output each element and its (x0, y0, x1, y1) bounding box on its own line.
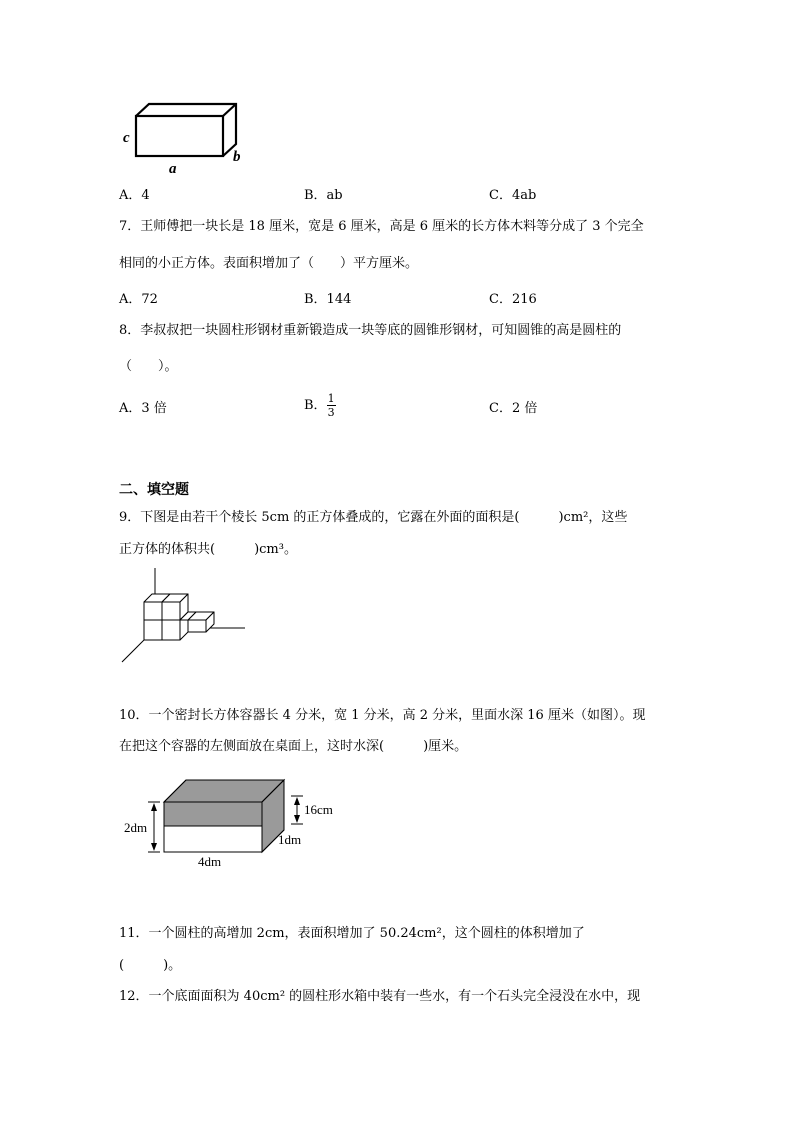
section-title-fill-blank: 二、填空题 (119, 482, 189, 498)
cubes-figure (118, 565, 248, 665)
q7-option-b[interactable]: B．144 (304, 292, 352, 307)
q8-option-a[interactable]: A．3 倍 (119, 401, 167, 416)
box-label-c: c (123, 130, 130, 146)
box-label-a: a (169, 161, 177, 177)
q9-line-2: 正方体的体积共( )cm³。 (119, 542, 297, 557)
q7-option-a[interactable]: A．72 (119, 292, 158, 307)
q8-option-b-prefix: B． (304, 398, 327, 413)
label-depth: 16cm (304, 802, 333, 817)
box-figure (118, 98, 253, 178)
q6-option-c[interactable]: C．4ab (489, 188, 537, 203)
q8-line-2: （ ）。 (119, 359, 178, 374)
q8-option-c[interactable]: C．2 倍 (489, 401, 538, 416)
q6-option-b[interactable]: B．ab (304, 188, 343, 203)
box-label-b: b (233, 149, 241, 165)
label-width: 1dm (278, 832, 302, 847)
q7-option-c[interactable]: C．216 (489, 292, 537, 307)
q12-line-1: 12．一个底面面积为 40cm² 的圆柱形水箱中装有一些水，有一个石头完全浸没在水中，现 (119, 989, 641, 1004)
q10-line-2: 在把这个容器的左侧面放在桌面上，这时水深( )厘米。 (119, 739, 468, 754)
q8-line-1: 8．李叔叔把一块圆柱形钢材重新锻造成一块等底的圆锥形钢材，可知圆锥的高是圆柱的 (119, 323, 622, 338)
fraction-numerator: 1 (327, 392, 335, 405)
q9-line-1: 9．下图是由若干个棱长 5cm 的正方体叠成的，它露在外面的面积是( )cm²，这些 (119, 510, 628, 525)
q10-line-1: 10．一个密封长方体容器长 4 分米，宽 1 分米，高 2 分米，里面水深 16 厘米（如图）。现 (119, 708, 646, 723)
label-length: 4dm (198, 854, 222, 869)
q7-line-2: 相同的小正方体。表面积增加了（ ）平方厘米。 (119, 256, 419, 271)
q8-fraction (327, 393, 336, 418)
q11-line-2: ( )。 (119, 958, 182, 973)
label-height: 2dm (124, 820, 148, 835)
q7-line-1: 7．王师傅把一块长是 18 厘米，宽是 6 厘米，高是 6 厘米的长方体木料等分成了 3 个完全 (119, 219, 644, 234)
q11-line-1: 11．一个圆柱的高增加 2cm，表面积增加了 50.24cm²，这个圆柱的体积增加了 (119, 926, 585, 941)
water-front (164, 802, 262, 826)
container-figure (118, 776, 348, 876)
q8-option-b[interactable] (304, 393, 336, 418)
fraction-denominator: 3 (327, 406, 335, 419)
q6-option-a[interactable]: A．4 (119, 188, 150, 203)
